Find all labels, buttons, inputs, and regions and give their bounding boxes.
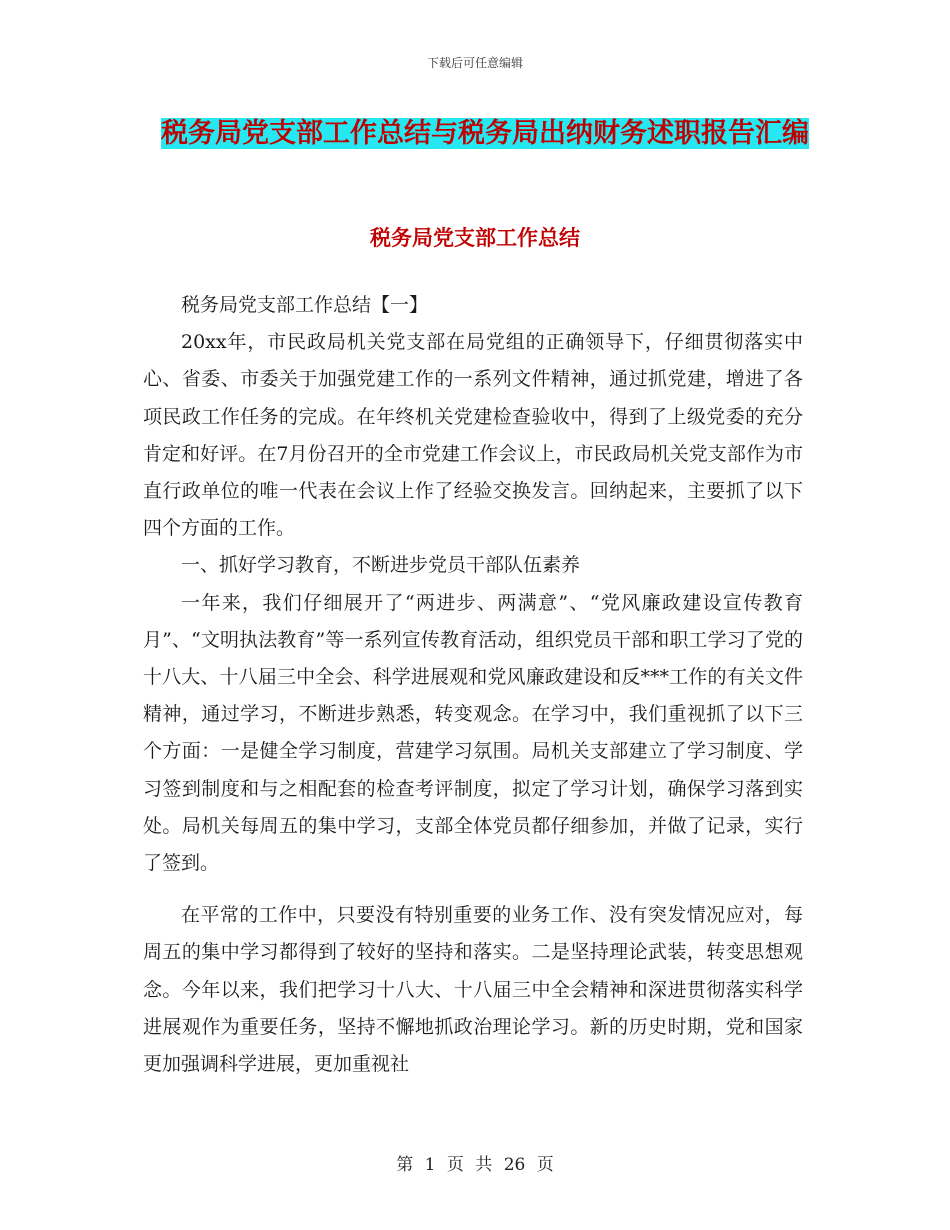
page-number: 第 1 页 共 26 页: [396, 1155, 554, 1175]
document-title: [140, 108, 830, 160]
paragraph-heading: 一、抓好学习教育，不断进步党员干部队伍素养: [181, 554, 581, 577]
section-title: 税务局党支部工作总结: [370, 225, 580, 250]
header-note: 下载后可任意编辑: [426, 56, 523, 70]
paragraph: 20xx年，市民政局机关党支部在局党组的正确领导下，仔细贯彻落实中心、省委、市委关于加强党建工作的一系列文件精神，通过抓党建，增进了各项民政工作任务的完成。在年终机关党建检查验收中，得到了上级党委的充分肯定和好评。在7月份召开的全市党建工作会议上，市民政局机关党支部作为市直行政单位的唯一代表在会议上作了经验交换发言。回纳起来，主要抓了以下四个方面的工作。: [143, 331, 803, 540]
paragraph: 在平常的工作中，只要没有特别重要的业务工作、没有突发情况应对，每周五的集中学习都得到了较好的坚持和落实。二是坚持理论武装，转变思想观念。今年以来，我们把学习十八大、十八届三中全会精神和深进贯彻落实科学进展观作为重要任务，坚持不懈地抓政治理论学习。新的历史时期，党和国家更加强调科学进展，更加重视社: [143, 904, 803, 1076]
body-text: [143, 287, 803, 1083]
document-title-text: 税务局党支部工作总结与税务局出纳财务述职报告汇编: [161, 118, 809, 149]
paragraph-subtitle: 税务局党支部工作总结【一】: [181, 294, 429, 316]
paragraph: 一年来，我们仔细展开了“两进步、两满意”、“党风廉政建设宣传教育月”、“文明执法教育”等一系列宣传教育活动，组织党员干部和职工学习了党的十八大、十八届三中全会、科学进展观和党风廉政建设和反***工作的有关文件精神，通过学习，不断进步熟悉，转变观念。在学习中，我们重视抓了以下三个方面：一是健全学习制度，营建学习氛围。局机关支部建立了学习制度、学习签到制度和与之相配套的检查考评制度，拟定了学习计划，确保学习落到实处。局机关每周五的集中学习，支部全体党员都仔细参加，并做了记录，实行了签到。: [143, 591, 803, 875]
